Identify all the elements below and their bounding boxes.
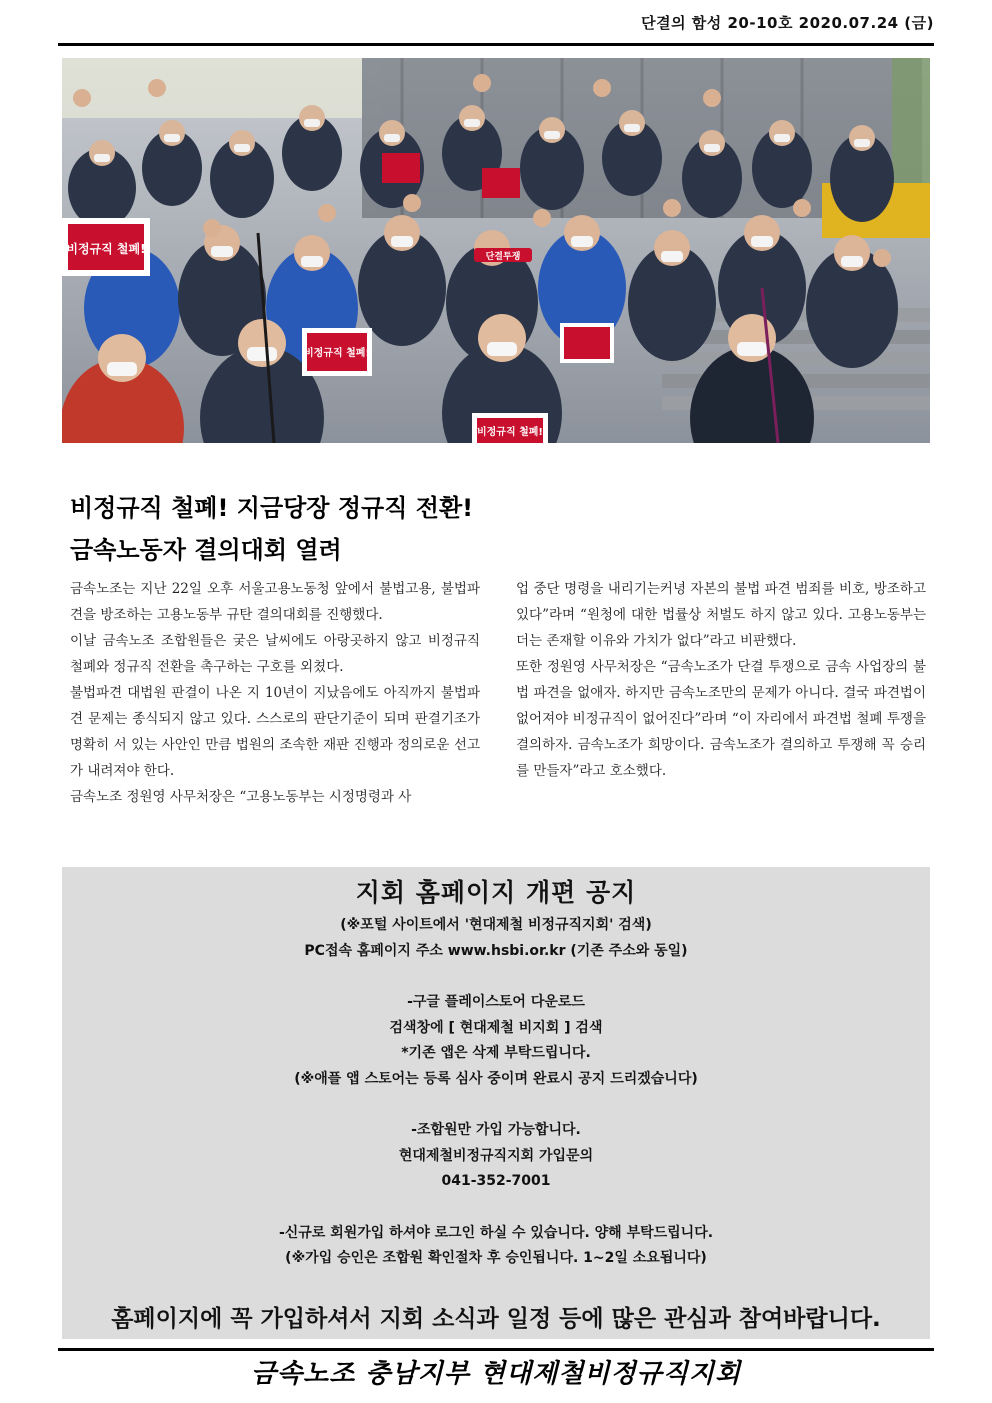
sign-text-3: 비정규직 철폐!: [476, 427, 544, 438]
notice-line: (※가입 승인은 조합원 확인절차 후 승인됩니다. 1~2일 소요됩니다): [285, 1250, 707, 1266]
notice-line: (※포털 사이트에서 '현대제철 비정규직지회' 검색): [340, 917, 652, 933]
article-paragraph: 금속노조 정원영 사무처장은 “고용노동부는 시정명령과 사: [70, 789, 412, 805]
article-paragraph: 업 중단 명령을 내리기는커녕 자본의 불법 파견 범죄를 비호, 방조하고 있다”라며 “원청에 대한 법률상 처벌도 하지 않고 있다. 고용노동부는 더는 존재할 이유와 가치가 없다”라고 비판했다.: [516, 581, 926, 649]
headline-line-2: 금속노동자 결의대회 열려: [70, 536, 342, 564]
rally-photo: [62, 58, 930, 443]
notice-final-appeal: 홈페이지에 꼭 가입하셔서 지회 소식과 일정 등에 많은 관심과 참여바랍니다.: [111, 1306, 881, 1332]
headband-banner: [474, 248, 532, 262]
headband-text: 단결투쟁: [485, 252, 521, 262]
sign-text-2: 비정규직 철폐!: [303, 348, 371, 359]
article-paragraph: 이날 금속노조 조합원들은 궂은 날씨에도 아랑곳하지 않고 비정규직 철폐와 정규직 전환을 촉구하는 구호를 외쳤다.: [70, 633, 480, 675]
notice-phone: 041-352-7001: [441, 1173, 551, 1189]
masthead: 단결의 함성 20-10호 2020.07.24 (금): [641, 14, 934, 32]
notice-line: -구글 플레이스토어 다운로드: [407, 994, 585, 1010]
article-column-right: [516, 576, 926, 810]
notice-line: 검색창에 [ 현대제철 비지회 ] 검색: [389, 1019, 603, 1036]
protest-sign: [62, 218, 150, 276]
notice-line: -신규로 회원가입 하셔야 로그인 하실 수 있습니다. 양해 부탁드립니다.: [278, 1224, 714, 1241]
bottom-rule: [58, 1348, 934, 1351]
headline-line-1: 비정규직 철폐! 지금당장 정규직 전환!: [70, 494, 474, 522]
union-signature: 금속노조 충남지부 현대제철비정규직지회: [250, 1359, 742, 1389]
notice-line: 현대제철비정규직지회 가입문의: [398, 1147, 594, 1164]
article-headline: [70, 487, 930, 571]
notice-line: *기존 앱은 삭제 부탁드립니다.: [401, 1045, 591, 1061]
article-column-left: [70, 576, 480, 810]
notice-title: 지회 홈페이지 개편 공지: [355, 878, 637, 907]
article-body: [70, 576, 926, 810]
article-paragraph: 또한 정원영 사무처장은 “금속노조가 단결 투쟁으로 금속 사업장의 불법 파견을 없애자. 하지만 금속노조만의 문제가 아니다. 결국 파견법이 없어져야 비정규직이 없어진다”라며 “이 자리에서 파견법 철폐 투쟁을 결의하자. 금속노조가 희망이다. 금속노조가 결의하고 투쟁해 꼭 승리를 만들자”라고 호소했다.: [516, 659, 926, 779]
homepage-notice-box: [62, 867, 930, 1339]
notice-line: (※애플 앱 스토어는 등록 심사 중이며 완료시 공지 드리겠습니다): [294, 1070, 698, 1087]
protest-sign: [472, 413, 548, 443]
article-paragraph: 금속노조는 지난 22일 오후 서울고용노동청 앞에서 불법고용, 불법파견을 방조하는 고용노동부 규탄 결의대회를 진행했다.: [70, 581, 480, 623]
top-rule: [58, 43, 934, 46]
protest-sign: [302, 328, 372, 376]
sign-text-1: 비정규직 철폐!: [66, 242, 146, 256]
article-paragraph: 불법파견 대법원 판결이 나온 지 10년이 지났음에도 아직까지 불법파견 문제는 종식되지 않고 있다. 스스로의 판단기준이 되며 판결기조가 명확히 서 있는 사안인 만큼 법원의 조속한 재판 진행과 정의로운 선고가 내려져야 한다.: [70, 685, 480, 779]
notice-line: PC접속 홈페이지 주소 www.hsbi.or.kr (기존 주소와 동일): [304, 942, 688, 959]
notice-line: -조합원만 가입 가능합니다.: [411, 1122, 581, 1138]
